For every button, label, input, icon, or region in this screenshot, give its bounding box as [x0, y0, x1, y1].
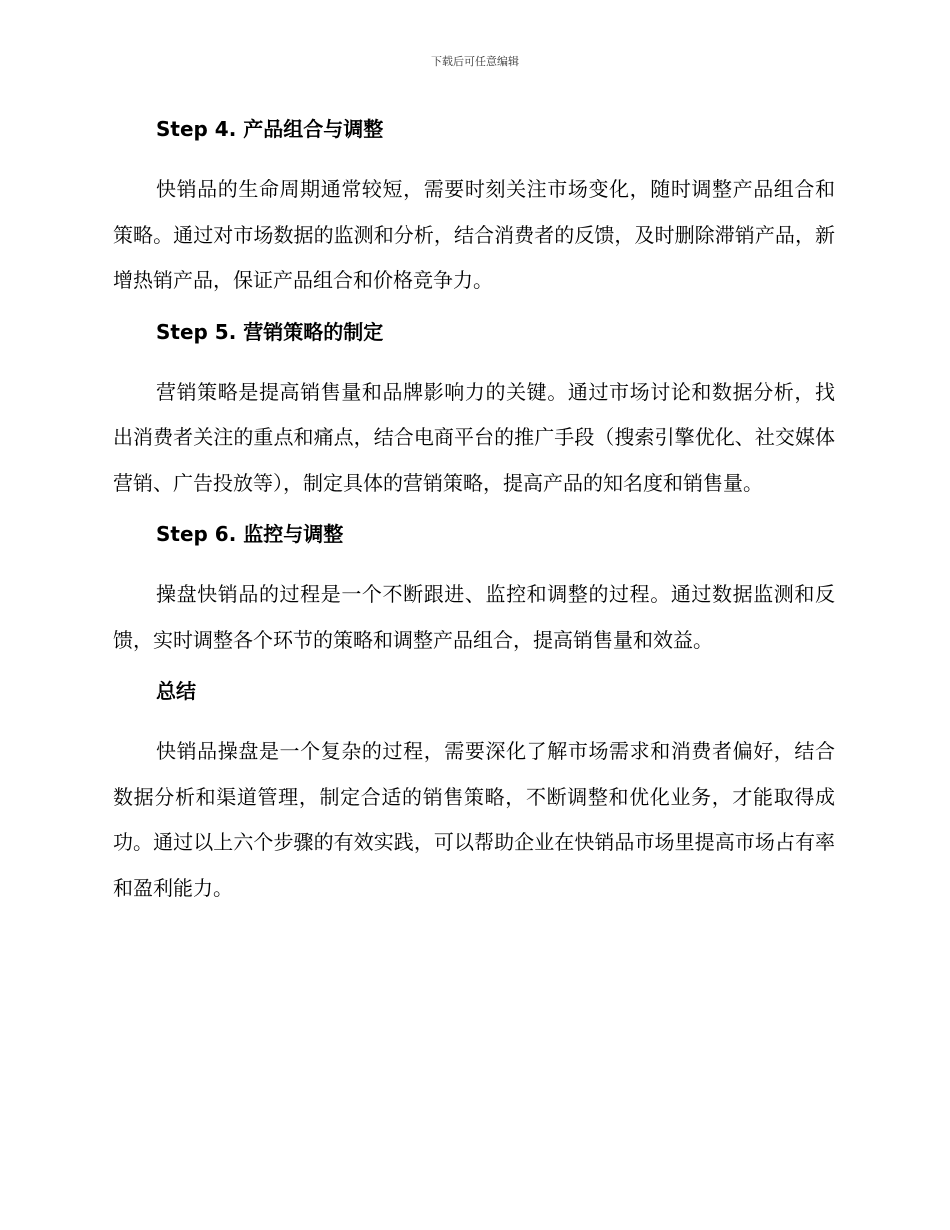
- section-heading: 总结: [156, 679, 196, 703]
- section-step-5: [113, 315, 835, 507]
- section-paragraph: 快销品的生命周期通常较短，需要时刻关注市场变化，随时调整产品组合和策略。通过对市场数据的监测和分析，结合消费者的反馈，及时删除滞销产品，新增热销产品，保证产品组合和价格竞争力。: [113, 177, 835, 292]
- section-paragraph: 营销策略是提高销售量和品牌影响力的关键。通过市场讨论和数据分析，找出消费者关注的重点和痛点，结合电商平台的推广手段（搜索引擎优化、社交媒体营销、广告投放等），制定具体的营销策略，提高产品的知名度和销售量。: [113, 379, 835, 495]
- section-step-4: [113, 112, 835, 304]
- section-heading: Step 5. 营销策略的制定: [156, 319, 384, 344]
- section-heading: Step 4. 产品组合与调整: [156, 117, 384, 141]
- section-step-6: [113, 517, 835, 663]
- section-paragraph: 快销品操盘是一个复杂的过程，需要深化了解市场需求和消费者偏好，结合数据分析和渠道管理，制定合适的销售策略，不断调整和优化业务，才能取得成功。通过以上六个步骤的有效实践，可以帮助企业在快销品市场里提高市场占有率和盈利能力。: [113, 739, 835, 900]
- document-body: [113, 112, 835, 922]
- section-paragraph: 操盘快销品的过程是一个不断跟进、监控和调整的过程。通过数据监测和反馈，实时调整各个环节的策略和调整产品组合，提高销售量和效益。: [113, 582, 835, 652]
- page-header: 下载后可任意编辑: [431, 55, 519, 68]
- section-summary: [113, 674, 835, 911]
- section-heading: Step 6. 监控与调整: [156, 522, 344, 546]
